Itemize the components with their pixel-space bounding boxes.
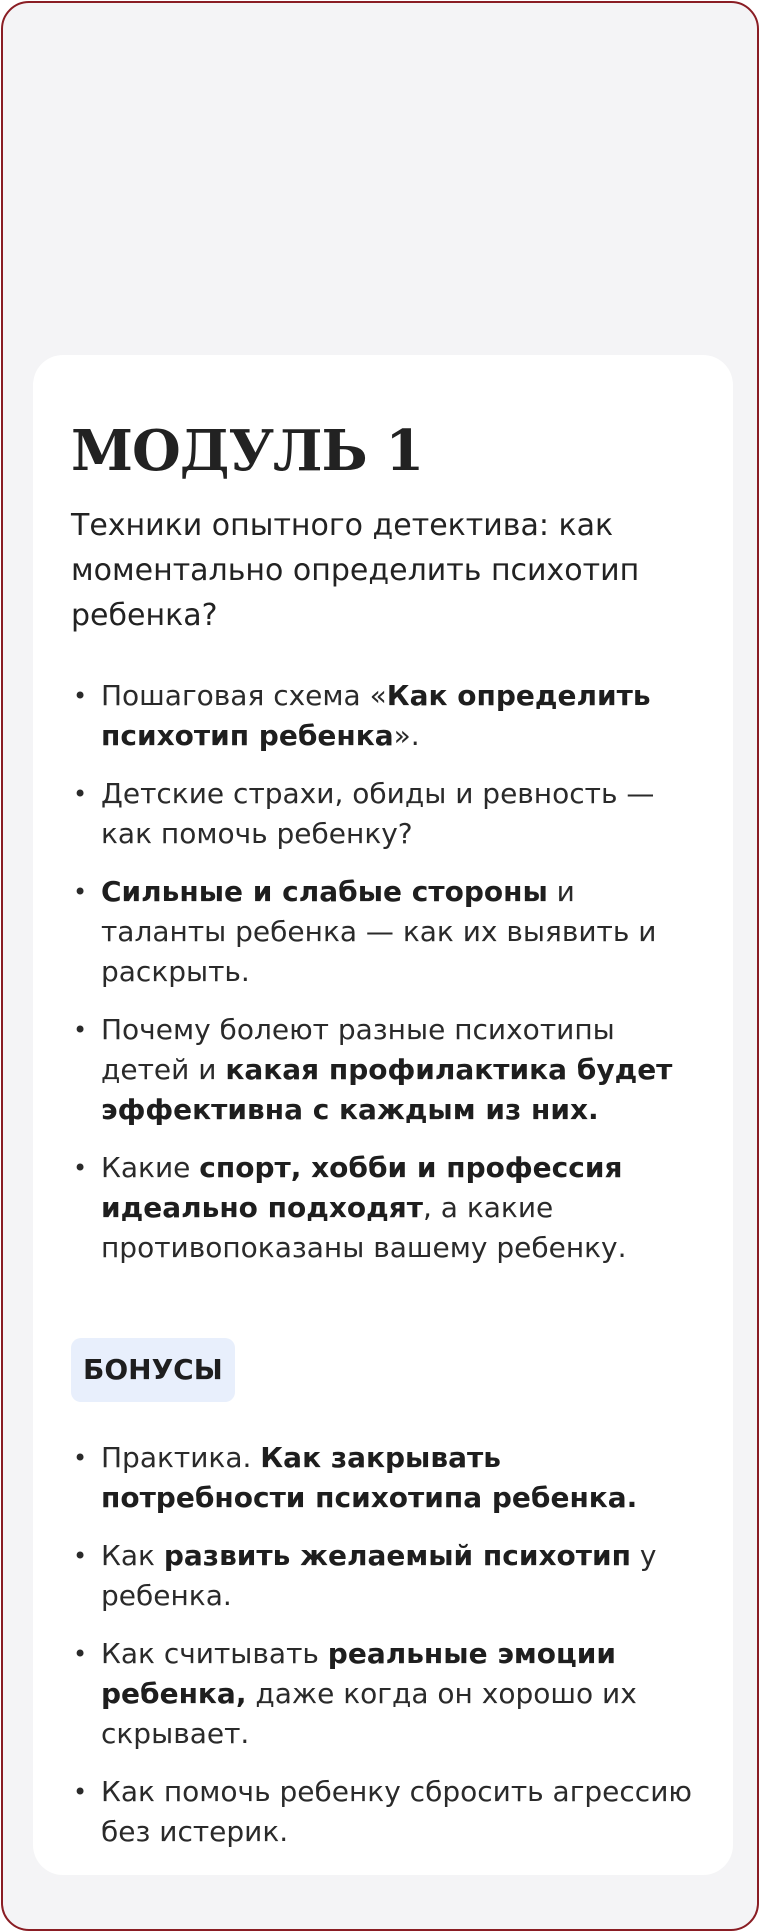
bullet-icon: • [73, 1778, 88, 1806]
list-item [71, 1148, 697, 1268]
item-text: у ребенка. [101, 1539, 657, 1612]
bonus-list [71, 1438, 697, 1852]
item-text: Детские страхи, обиды и ревность — как помочь ребенку? [101, 777, 655, 850]
bullet-icon: • [73, 878, 88, 906]
bonus-badge: БОНУСЫ [71, 1338, 235, 1402]
list-item [71, 1010, 697, 1130]
item-text-bold: реальные эмоции ребенка, [101, 1637, 617, 1710]
bullet-icon: • [73, 780, 88, 808]
item-text-bold: Как определить психотип ребенка [101, 679, 651, 752]
item-text: Почему болеют разные психотипы детей и [101, 1013, 615, 1086]
list-item [71, 774, 697, 854]
item-text: Как считывать [101, 1637, 328, 1670]
list-item [71, 1536, 697, 1616]
item-text-bold: Сильные и слабые стороны [101, 875, 548, 908]
module-subtitle: Техники опытного детектива: как моментально определить психотип ребенка? [71, 508, 640, 633]
list-item [71, 1634, 697, 1754]
item-text: и таланты ребенка — как их выявить и раскрыть. [101, 875, 657, 988]
item-text: Пошаговая схема « [101, 679, 387, 712]
item-text: Какие [101, 1151, 200, 1184]
list-item [71, 872, 697, 992]
module-title: МОДУЛЬ 1 [71, 418, 424, 484]
item-text-bold: развить желаемый психотип [163, 1539, 631, 1572]
topics-list [71, 676, 697, 1268]
item-text-bold: спорт, хобби и профессия идеально подходят [101, 1151, 623, 1224]
bullet-icon: • [73, 1154, 88, 1182]
bullet-icon: • [73, 1542, 88, 1570]
item-text: ». [393, 719, 420, 752]
bullet-icon: • [73, 1640, 88, 1668]
item-text-bold: какая профилактика будет эффективна с каждым из них. [101, 1053, 673, 1126]
item-text: даже когда он хорошо их скрывает. [101, 1677, 637, 1750]
module-frame [1, 1, 759, 1931]
item-text-bold: Как закрывать потребности психотипа ребенка. [101, 1441, 638, 1514]
module-card [33, 355, 733, 1875]
bullet-icon: • [73, 1444, 88, 1472]
list-item [71, 1438, 697, 1518]
bullet-icon: • [73, 1016, 88, 1044]
item-text: Как [101, 1539, 164, 1572]
bullet-icon: • [73, 682, 88, 710]
item-text: , а какие противопоказаны вашему ребенку. [101, 1191, 627, 1264]
list-item [71, 1772, 697, 1852]
list-item [71, 676, 697, 756]
item-text: Практика. [101, 1441, 261, 1474]
item-text: Как помочь ребенку сбросить агрессию без истерик. [101, 1775, 692, 1848]
